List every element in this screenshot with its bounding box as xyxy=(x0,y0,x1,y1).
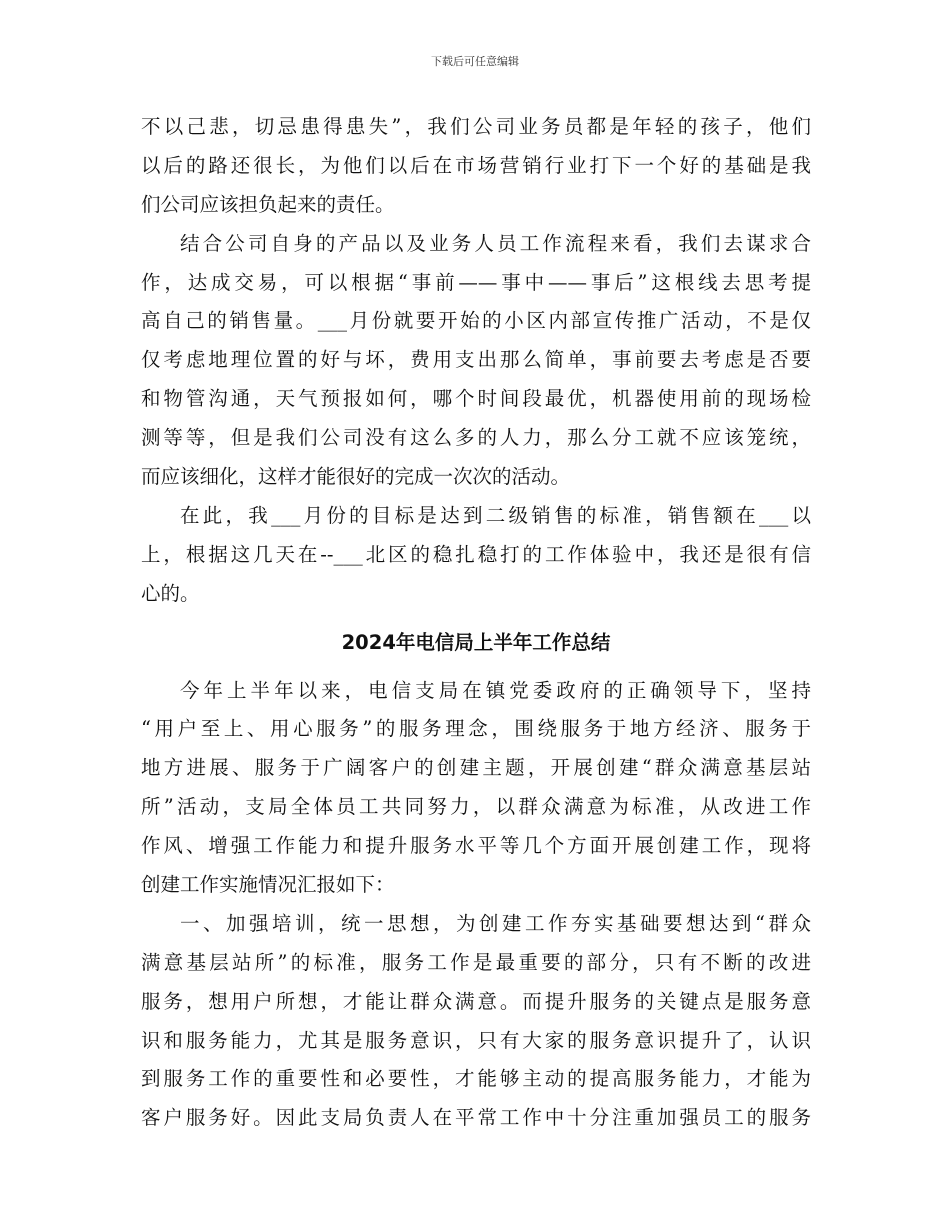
text-line: 仅考虑地理位置的好与坏，费用支出那么简单，事前要去考虑是否要 xyxy=(141,348,811,372)
text-line: 高自己的销售量。___月份就要开始的小区内部宣传推广活动，不是仅 xyxy=(141,309,811,333)
text-line: 测等等，但是我们公司没有这么多的人力，那么分工就不应该笼统， xyxy=(141,426,811,450)
text-line: 而应该细化，这样才能很好的完成一次次的活动。 xyxy=(141,465,571,489)
paragraph xyxy=(141,497,811,614)
text-line: 们公司应该担负起来的责任。 xyxy=(141,192,395,216)
page-header-note: 下载后可任意编辑 xyxy=(431,55,519,68)
paragraph xyxy=(141,672,811,905)
text-line: “用户至上、用心服务”的服务理念，围绕服务于地方经济、服务于 xyxy=(141,717,811,741)
text-line: 到服务工作的重要性和必要性，才能够主动的提高服务能力，才能为 xyxy=(141,1067,811,1091)
text-line: 和物管沟通，天气预报如何，哪个时间段最优，机器使用前的现场检 xyxy=(141,387,811,411)
paragraph xyxy=(141,225,811,497)
text-line: 创建工作实施情况汇报如下： xyxy=(141,873,395,897)
text-line: 上，根据这几天在--___北区的稳扎稳打的工作体验中，我还是很有信 xyxy=(141,542,811,566)
section-title: 2024年电信局上半年工作总结 xyxy=(341,630,611,654)
paragraph xyxy=(141,905,811,1138)
text-line: 以后的路还很长，为他们以后在市场营销行业打下一个好的基础是我 xyxy=(141,153,811,177)
text-line: 在此，我___月份的目标是达到二级销售的标准，销售额在___以 xyxy=(180,503,811,527)
text-line: 服务，想用户所想，才能让群众满意。而提升服务的关键点是服务意 xyxy=(141,989,811,1013)
text-line: 不以己悲，切忌患得患失”，我们公司业务员都是年轻的孩子，他们 xyxy=(141,115,811,138)
text-line: 心的。 xyxy=(141,581,200,605)
text-line: 所”活动，支局全体员工共同努力，以群众满意为标准，从改进工作 xyxy=(141,795,811,819)
text-line: 作，达成交易，可以根据“事前——事中——事后”这根线去思考提 xyxy=(141,270,811,294)
text-line: 一、加强培训，统一思想，为创建工作夯实基础要想达到“群众 xyxy=(180,911,811,935)
text-line: 今年上半年以来，电信支局在镇党委政府的正确领导下，坚持 xyxy=(180,678,811,702)
document-body xyxy=(141,108,811,1138)
text-line: 结合公司自身的产品以及业务人员工作流程来看，我们去谋求合 xyxy=(180,231,811,255)
text-line: 地方进展、服务于广阔客户的创建主题，开展创建“群众满意基层站 xyxy=(141,756,811,780)
paragraph xyxy=(141,108,811,225)
text-line: 识和服务能力，尤其是服务意识，只有大家的服务意识提升了，认识 xyxy=(141,1028,811,1052)
text-line: 客户服务好。因此支局负责人在平常工作中十分注重加强员工的服务 xyxy=(141,1106,811,1130)
text-line: 作风、增强工作能力和提升服务水平等几个方面开展创建工作，现将 xyxy=(141,834,811,858)
text-line: 满意基层站所”的标准，服务工作是最重要的部分，只有不断的改进 xyxy=(141,950,811,974)
